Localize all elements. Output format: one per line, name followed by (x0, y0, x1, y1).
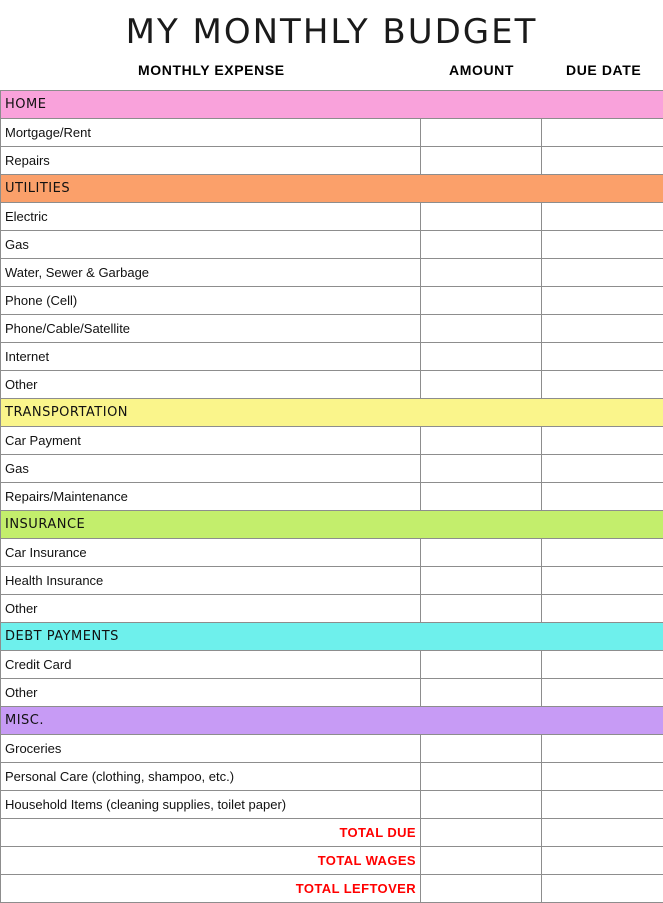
budget-table (0, 90, 663, 903)
amount-field[interactable] (421, 371, 542, 399)
expense-label-repairs: Repairs (1, 147, 421, 175)
due-date-field[interactable] (542, 371, 663, 399)
total-row (1, 875, 663, 903)
total-row (1, 847, 663, 875)
due-date-field[interactable] (542, 147, 663, 175)
table-row (1, 343, 663, 371)
amount-field[interactable] (421, 679, 542, 707)
table-row (1, 315, 663, 343)
expense-label-groceries: Groceries (1, 735, 421, 763)
expense-label-phone-cable-satellite: Phone/Cable/Satellite (1, 315, 421, 343)
amount-field[interactable] (421, 147, 542, 175)
expense-label-car-insurance: Car Insurance (1, 539, 421, 567)
table-row (1, 259, 663, 287)
table-row (1, 287, 663, 315)
amount-field[interactable] (421, 427, 542, 455)
total-amount-field[interactable] (421, 875, 542, 903)
expense-label-mortgage-rent: Mortgage/Rent (1, 119, 421, 147)
table-row (1, 455, 663, 483)
amount-field[interactable] (421, 735, 542, 763)
due-date-field[interactable] (542, 203, 663, 231)
amount-field[interactable] (421, 119, 542, 147)
expense-label-gas: Gas (1, 231, 421, 259)
due-date-field[interactable] (542, 595, 663, 623)
amount-field[interactable] (421, 483, 542, 511)
table-row (1, 231, 663, 259)
total-label-total-leftover: TOTAL LEFTOVER (1, 875, 421, 903)
category-label: MISC. (1, 707, 663, 735)
category-row-home (1, 91, 663, 119)
table-row (1, 679, 663, 707)
expense-label-credit-card: Credit Card (1, 651, 421, 679)
due-date-field[interactable] (542, 231, 663, 259)
amount-field[interactable] (421, 763, 542, 791)
category-label: INSURANCE (1, 511, 663, 539)
expense-label-personal-care-clothing-shamp: Personal Care (clothing, shampoo, etc.) (1, 763, 421, 791)
amount-field[interactable] (421, 259, 542, 287)
category-row-transportation (1, 399, 663, 427)
expense-label-household-items-cleaning-sup: Household Items (cleaning supplies, toilet paper) (1, 791, 421, 819)
amount-field[interactable] (421, 231, 542, 259)
table-row (1, 147, 663, 175)
due-date-field[interactable] (542, 343, 663, 371)
due-date-field[interactable] (542, 567, 663, 595)
amount-field[interactable] (421, 343, 542, 371)
column-headers (0, 58, 663, 84)
amount-field[interactable] (421, 203, 542, 231)
table-row (1, 763, 663, 791)
expense-label-repairs-maintenance: Repairs/Maintenance (1, 483, 421, 511)
due-date-field[interactable] (542, 735, 663, 763)
total-label-total-due: TOTAL DUE (1, 819, 421, 847)
amount-field[interactable] (421, 567, 542, 595)
due-date-field[interactable] (542, 119, 663, 147)
table-row (1, 483, 663, 511)
due-date-field[interactable] (542, 679, 663, 707)
amount-field[interactable] (421, 315, 542, 343)
amount-field[interactable] (421, 455, 542, 483)
table-row (1, 427, 663, 455)
due-date-field[interactable] (542, 763, 663, 791)
total-due-date-field[interactable] (542, 847, 663, 875)
amount-field[interactable] (421, 287, 542, 315)
category-row-utilities (1, 175, 663, 203)
category-row-misc (1, 707, 663, 735)
page-title: MY MONTHLY BUDGET (0, 0, 663, 58)
table-row (1, 119, 663, 147)
expense-label-internet: Internet (1, 343, 421, 371)
column-header-due-date: DUE DATE (566, 62, 641, 78)
category-row-insurance (1, 511, 663, 539)
expense-label-other: Other (1, 371, 421, 399)
category-row-debt-payments (1, 623, 663, 651)
due-date-field[interactable] (542, 539, 663, 567)
column-header-amount: AMOUNT (449, 62, 514, 78)
total-amount-field[interactable] (421, 819, 542, 847)
total-row (1, 819, 663, 847)
due-date-field[interactable] (542, 287, 663, 315)
category-label: HOME (1, 91, 663, 119)
table-row (1, 203, 663, 231)
total-label-total-wages: TOTAL WAGES (1, 847, 421, 875)
table-row (1, 791, 663, 819)
expense-label-phone-cell: Phone (Cell) (1, 287, 421, 315)
total-amount-field[interactable] (421, 847, 542, 875)
due-date-field[interactable] (542, 651, 663, 679)
due-date-field[interactable] (542, 791, 663, 819)
category-label: DEBT PAYMENTS (1, 623, 663, 651)
table-row (1, 595, 663, 623)
expense-label-health-insurance: Health Insurance (1, 567, 421, 595)
amount-field[interactable] (421, 595, 542, 623)
category-label: UTILITIES (1, 175, 663, 203)
table-row (1, 735, 663, 763)
table-row (1, 539, 663, 567)
amount-field[interactable] (421, 539, 542, 567)
amount-field[interactable] (421, 651, 542, 679)
column-header-expense: MONTHLY EXPENSE (138, 62, 285, 78)
due-date-field[interactable] (542, 427, 663, 455)
due-date-field[interactable] (542, 455, 663, 483)
amount-field[interactable] (421, 791, 542, 819)
expense-label-car-payment: Car Payment (1, 427, 421, 455)
due-date-field[interactable] (542, 259, 663, 287)
due-date-field[interactable] (542, 315, 663, 343)
total-due-date-field[interactable] (542, 875, 663, 903)
expense-label-other: Other (1, 595, 421, 623)
expense-label-electric: Electric (1, 203, 421, 231)
total-due-date-field[interactable] (542, 819, 663, 847)
table-row (1, 567, 663, 595)
due-date-field[interactable] (542, 483, 663, 511)
expense-label-other: Other (1, 679, 421, 707)
expense-label-gas: Gas (1, 455, 421, 483)
expense-label-water-sewer-garbage: Water, Sewer & Garbage (1, 259, 421, 287)
table-row (1, 371, 663, 399)
budget-table-body (1, 91, 663, 903)
table-row (1, 651, 663, 679)
category-label: TRANSPORTATION (1, 399, 663, 427)
